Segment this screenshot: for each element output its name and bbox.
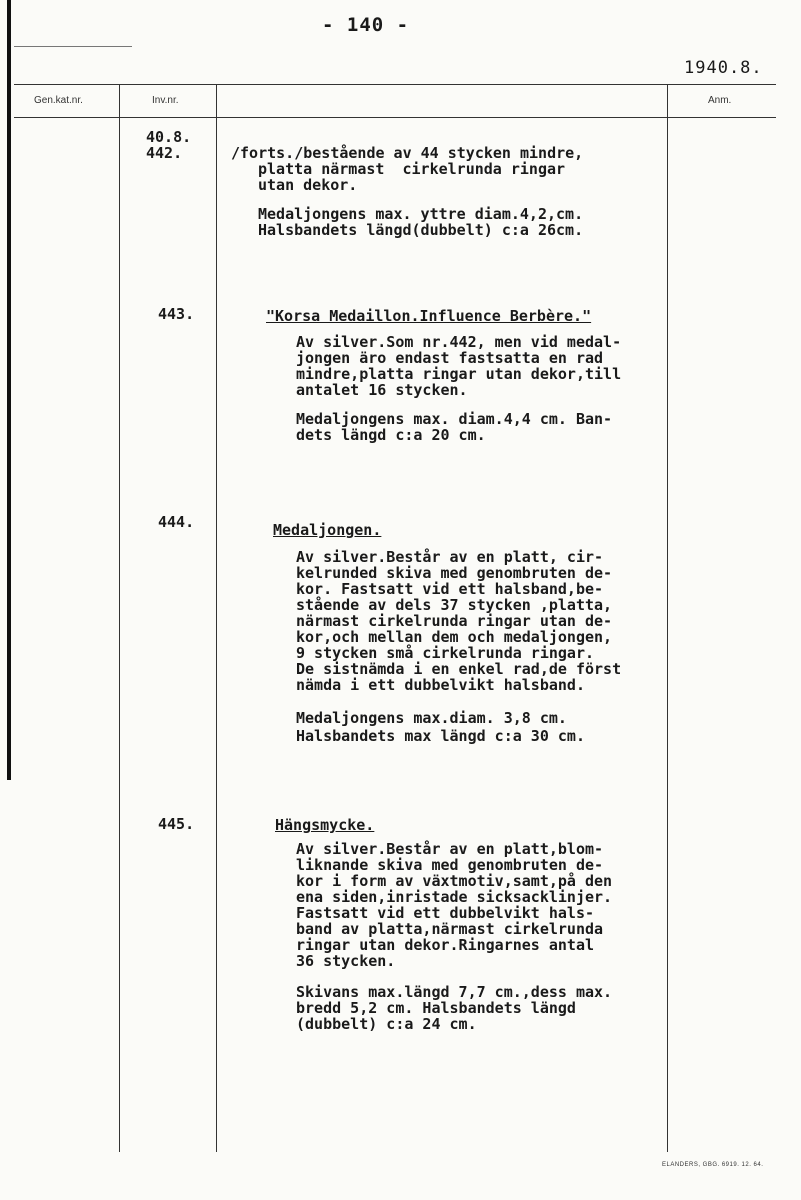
text-line: platta närmast cirkelrunda ringar xyxy=(258,160,566,178)
entry-number-444: 444. xyxy=(158,513,195,531)
column-divider-1 xyxy=(119,84,120,1152)
text-line: (dubbelt) c:a 24 cm. xyxy=(296,1015,477,1033)
text-line: Av silver.Som nr.442, men vid medal- xyxy=(296,333,622,351)
text-line: Fastsatt vid ett dubbelvikt hals- xyxy=(296,904,595,922)
table-header-rule xyxy=(14,117,776,118)
column-header-inventory: Inv.nr. xyxy=(152,95,179,106)
entry-title: Hängsmycke. xyxy=(275,816,375,834)
text-line: Halsbandets längd(dubbelt) c:a 26cm. xyxy=(258,221,584,239)
entry-number-442: 442. xyxy=(146,144,183,162)
text-line: kor. Fastsatt vid ett halsband,be- xyxy=(296,580,604,598)
text-line: /forts./bestående av 44 stycken mindre, xyxy=(231,144,584,162)
header-date: 1940.8. xyxy=(684,58,763,78)
column-header-catalog: Gen.kat.nr. xyxy=(34,95,83,106)
entry-date: 40.8. xyxy=(146,128,192,146)
entry-number-445: 445. xyxy=(158,815,195,833)
text-line: ena siden,inristade sicksacklinjer. xyxy=(296,888,613,906)
text-line: De sistnämda i en enkel rad,de först xyxy=(296,660,622,678)
text-line: antalet 16 stycken. xyxy=(296,381,468,399)
text-line: Skivans max.längd 7,7 cm.,dess max. xyxy=(296,983,613,1001)
entry-number-443: 443. xyxy=(158,305,195,323)
text-line: kor,och mellan dem och medaljongen, xyxy=(296,628,613,646)
text-line: närmast cirkelrunda ringar utan de- xyxy=(296,612,613,630)
text-line: Av silver.Består av en platt,blom- xyxy=(296,840,604,858)
text-line: stående av dels 37 stycken ,platta, xyxy=(296,596,613,614)
text-line: dets längd c:a 20 cm. xyxy=(296,426,486,444)
text-line: jongen äro endast fastsatta en rad xyxy=(296,349,604,367)
text-line: liknande skiva med genombruten de- xyxy=(296,856,604,874)
left-margin-bar xyxy=(7,0,11,780)
text-line: Av silver.Består av en platt, cir- xyxy=(296,548,604,566)
text-line: Medaljongens max. diam.4,4 cm. Ban- xyxy=(296,410,613,428)
text-line: Halsbandets max längd c:a 30 cm. xyxy=(296,727,585,745)
text-line: nämda i ett dubbelvikt halsband. xyxy=(296,676,585,694)
entry-title: "Korsa Medaillon.Influence Berbère." xyxy=(266,307,592,325)
page-number: - 140 - xyxy=(322,14,410,36)
text-line: 9 stycken små cirkelrunda ringar. xyxy=(296,644,595,662)
column-divider-3 xyxy=(667,84,668,1152)
text-line: Medaljongens max. yttre diam.4,2,cm. xyxy=(258,205,584,223)
text-line: kor i form av växtmotiv,samt,på den xyxy=(296,872,613,890)
header-short-rule xyxy=(14,46,132,47)
text-line: band av platta,närmast cirkelrunda xyxy=(296,920,604,938)
text-line: Medaljongens max.diam. 3,8 cm. xyxy=(296,709,567,727)
column-header-remarks: Anm. xyxy=(708,95,732,106)
printer-imprint: ELANDERS, GBG. 6919. 12. 64. xyxy=(662,1162,764,1168)
text-line: ringar utan dekor.Ringarnes antal xyxy=(296,936,595,954)
text-line: mindre,platta ringar utan dekor,till xyxy=(296,365,622,383)
entry-title: Medaljongen. xyxy=(273,521,382,539)
text-line: utan dekor. xyxy=(258,176,358,194)
table-top-rule xyxy=(14,84,776,85)
text-line: bredd 5,2 cm. Halsbandets längd xyxy=(296,999,576,1017)
text-line: kelrunded skiva med genombruten de- xyxy=(296,564,613,582)
text-line: 36 stycken. xyxy=(296,952,396,970)
column-divider-2 xyxy=(216,84,217,1152)
